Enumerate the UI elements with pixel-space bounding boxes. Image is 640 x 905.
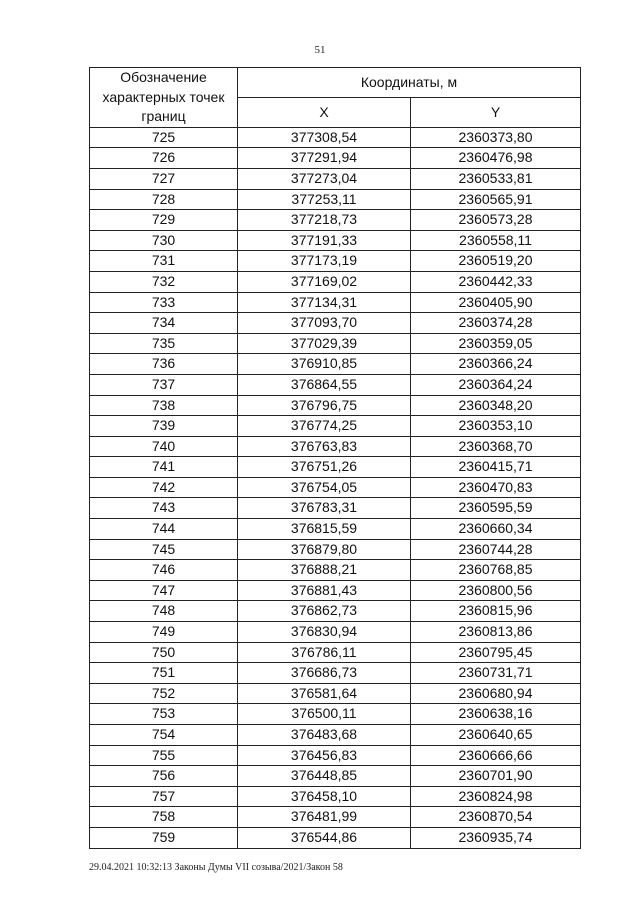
cell-point: 731 bbox=[90, 251, 238, 272]
cell-point: 739 bbox=[90, 416, 238, 437]
cell-point: 732 bbox=[90, 271, 238, 292]
cell-y: 2360519,20 bbox=[411, 251, 581, 272]
table-row bbox=[90, 354, 581, 375]
cell-point: 743 bbox=[90, 498, 238, 519]
cell-y: 2360701,90 bbox=[411, 766, 581, 787]
table-row bbox=[90, 148, 581, 169]
table-row bbox=[90, 539, 581, 560]
cell-x: 376879,80 bbox=[238, 539, 411, 560]
cell-y: 2360348,20 bbox=[411, 395, 581, 416]
table-row bbox=[90, 725, 581, 746]
cell-point: 750 bbox=[90, 642, 238, 663]
table-row bbox=[90, 827, 581, 848]
cell-x: 376815,59 bbox=[238, 519, 411, 540]
table-row bbox=[90, 436, 581, 457]
cell-point: 740 bbox=[90, 436, 238, 457]
cell-x: 377169,02 bbox=[238, 271, 411, 292]
cell-point: 727 bbox=[90, 168, 238, 189]
cell-y: 2360373,80 bbox=[411, 127, 581, 148]
cell-y: 2360366,24 bbox=[411, 354, 581, 375]
table-row bbox=[90, 457, 581, 478]
cell-x: 376481,99 bbox=[238, 807, 411, 828]
table-row bbox=[90, 519, 581, 540]
cell-x: 377093,70 bbox=[238, 313, 411, 334]
cell-y: 2360870,54 bbox=[411, 807, 581, 828]
cell-x: 376774,25 bbox=[238, 416, 411, 437]
cell-x: 376754,05 bbox=[238, 477, 411, 498]
table-row bbox=[90, 313, 581, 334]
cell-point: 730 bbox=[90, 230, 238, 251]
cell-x: 376483,68 bbox=[238, 725, 411, 746]
cell-y: 2360353,10 bbox=[411, 416, 581, 437]
cell-x: 376862,73 bbox=[238, 601, 411, 622]
cell-point: 754 bbox=[90, 725, 238, 746]
cell-x: 376448,85 bbox=[238, 766, 411, 787]
cell-point: 756 bbox=[90, 766, 238, 787]
cell-y: 2360640,65 bbox=[411, 725, 581, 746]
footer-stamp: 29.04.2021 10:32:13 Законы Думы VII созыва/2021/Закон 58 bbox=[89, 862, 343, 873]
cell-y: 2360768,85 bbox=[411, 560, 581, 581]
table-row bbox=[90, 766, 581, 787]
cell-x: 376581,64 bbox=[238, 683, 411, 704]
cell-y: 2360815,96 bbox=[411, 601, 581, 622]
table-row bbox=[90, 374, 581, 395]
cell-point: 741 bbox=[90, 457, 238, 478]
cell-x: 376796,75 bbox=[238, 395, 411, 416]
cell-point: 744 bbox=[90, 519, 238, 540]
table-row bbox=[90, 642, 581, 663]
header-y: Y bbox=[411, 97, 581, 127]
cell-x: 377291,94 bbox=[238, 148, 411, 169]
cell-point: 726 bbox=[90, 148, 238, 169]
table-row bbox=[90, 807, 581, 828]
cell-y: 2360565,91 bbox=[411, 189, 581, 210]
cell-y: 2360680,94 bbox=[411, 683, 581, 704]
cell-x: 377191,33 bbox=[238, 230, 411, 251]
cell-y: 2360660,34 bbox=[411, 519, 581, 540]
table-row bbox=[90, 683, 581, 704]
cell-x: 376456,83 bbox=[238, 745, 411, 766]
cell-y: 2360476,98 bbox=[411, 148, 581, 169]
cell-point: 738 bbox=[90, 395, 238, 416]
cell-point: 748 bbox=[90, 601, 238, 622]
cell-y: 2360359,05 bbox=[411, 333, 581, 354]
table-row bbox=[90, 292, 581, 313]
cell-x: 376830,94 bbox=[238, 622, 411, 643]
cell-point: 752 bbox=[90, 683, 238, 704]
table-row bbox=[90, 416, 581, 437]
cell-point: 736 bbox=[90, 354, 238, 375]
cell-x: 376751,26 bbox=[238, 457, 411, 478]
cell-y: 2360824,98 bbox=[411, 786, 581, 807]
cell-x: 377029,39 bbox=[238, 333, 411, 354]
cell-y: 2360666,66 bbox=[411, 745, 581, 766]
cell-y: 2360374,28 bbox=[411, 313, 581, 334]
coordinates-table bbox=[89, 67, 581, 849]
cell-y: 2360595,59 bbox=[411, 498, 581, 519]
cell-point: 753 bbox=[90, 704, 238, 725]
table-row bbox=[90, 168, 581, 189]
table-row bbox=[90, 395, 581, 416]
cell-y: 2360533,81 bbox=[411, 168, 581, 189]
cell-x: 377218,73 bbox=[238, 210, 411, 231]
cell-y: 2360415,71 bbox=[411, 457, 581, 478]
table-header bbox=[90, 68, 581, 128]
table-row bbox=[90, 127, 581, 148]
cell-x: 376783,31 bbox=[238, 498, 411, 519]
cell-x: 376458,10 bbox=[238, 786, 411, 807]
table-row bbox=[90, 580, 581, 601]
header-x: X bbox=[238, 97, 411, 127]
cell-x: 376864,55 bbox=[238, 374, 411, 395]
cell-y: 2360558,11 bbox=[411, 230, 581, 251]
cell-y: 2360470,83 bbox=[411, 477, 581, 498]
table-row bbox=[90, 622, 581, 643]
cell-point: 745 bbox=[90, 539, 238, 560]
cell-point: 729 bbox=[90, 210, 238, 231]
table-row bbox=[90, 477, 581, 498]
cell-y: 2360368,70 bbox=[411, 436, 581, 457]
cell-point: 725 bbox=[90, 127, 238, 148]
table-row bbox=[90, 230, 581, 251]
cell-y: 2360935,74 bbox=[411, 827, 581, 848]
table-row bbox=[90, 333, 581, 354]
cell-x: 377308,54 bbox=[238, 127, 411, 148]
cell-point: 737 bbox=[90, 374, 238, 395]
cell-point: 759 bbox=[90, 827, 238, 848]
header-coordinates: Координаты, м bbox=[238, 68, 581, 98]
cell-x: 376544,86 bbox=[238, 827, 411, 848]
cell-x: 377253,11 bbox=[238, 189, 411, 210]
cell-point: 728 bbox=[90, 189, 238, 210]
table-row bbox=[90, 601, 581, 622]
table-row bbox=[90, 251, 581, 272]
cell-point: 755 bbox=[90, 745, 238, 766]
cell-x: 377273,04 bbox=[238, 168, 411, 189]
table-row bbox=[90, 210, 581, 231]
cell-y: 2360638,16 bbox=[411, 704, 581, 725]
cell-point: 734 bbox=[90, 313, 238, 334]
cell-point: 735 bbox=[90, 333, 238, 354]
cell-y: 2360813,86 bbox=[411, 622, 581, 643]
table-row bbox=[90, 189, 581, 210]
table-row bbox=[90, 498, 581, 519]
cell-x: 377173,19 bbox=[238, 251, 411, 272]
cell-x: 376500,11 bbox=[238, 704, 411, 725]
cell-x: 376763,83 bbox=[238, 436, 411, 457]
table-row bbox=[90, 560, 581, 581]
cell-y: 2360800,56 bbox=[411, 580, 581, 601]
table-row bbox=[90, 745, 581, 766]
cell-x: 376910,85 bbox=[238, 354, 411, 375]
cell-point: 751 bbox=[90, 663, 238, 684]
cell-point: 747 bbox=[90, 580, 238, 601]
cell-y: 2360442,33 bbox=[411, 271, 581, 292]
cell-point: 749 bbox=[90, 622, 238, 643]
cell-y: 2360795,45 bbox=[411, 642, 581, 663]
cell-y: 2360731,71 bbox=[411, 663, 581, 684]
table-row bbox=[90, 786, 581, 807]
cell-point: 746 bbox=[90, 560, 238, 581]
cell-point: 757 bbox=[90, 786, 238, 807]
cell-point: 733 bbox=[90, 292, 238, 313]
cell-y: 2360744,28 bbox=[411, 539, 581, 560]
cell-point: 742 bbox=[90, 477, 238, 498]
table-row bbox=[90, 663, 581, 684]
cell-x: 376881,43 bbox=[238, 580, 411, 601]
table-body bbox=[90, 127, 581, 848]
table-row bbox=[90, 704, 581, 725]
page-number: 51 bbox=[314, 44, 326, 56]
cell-y: 2360573,28 bbox=[411, 210, 581, 231]
table-row bbox=[90, 271, 581, 292]
cell-y: 2360405,90 bbox=[411, 292, 581, 313]
cell-point: 758 bbox=[90, 807, 238, 828]
cell-x: 376686,73 bbox=[238, 663, 411, 684]
cell-x: 376786,11 bbox=[238, 642, 411, 663]
cell-x: 377134,31 bbox=[238, 292, 411, 313]
header-point-designation: Обозначение характерных точек границ bbox=[90, 68, 238, 128]
cell-x: 376888,21 bbox=[238, 560, 411, 581]
cell-y: 2360364,24 bbox=[411, 374, 581, 395]
